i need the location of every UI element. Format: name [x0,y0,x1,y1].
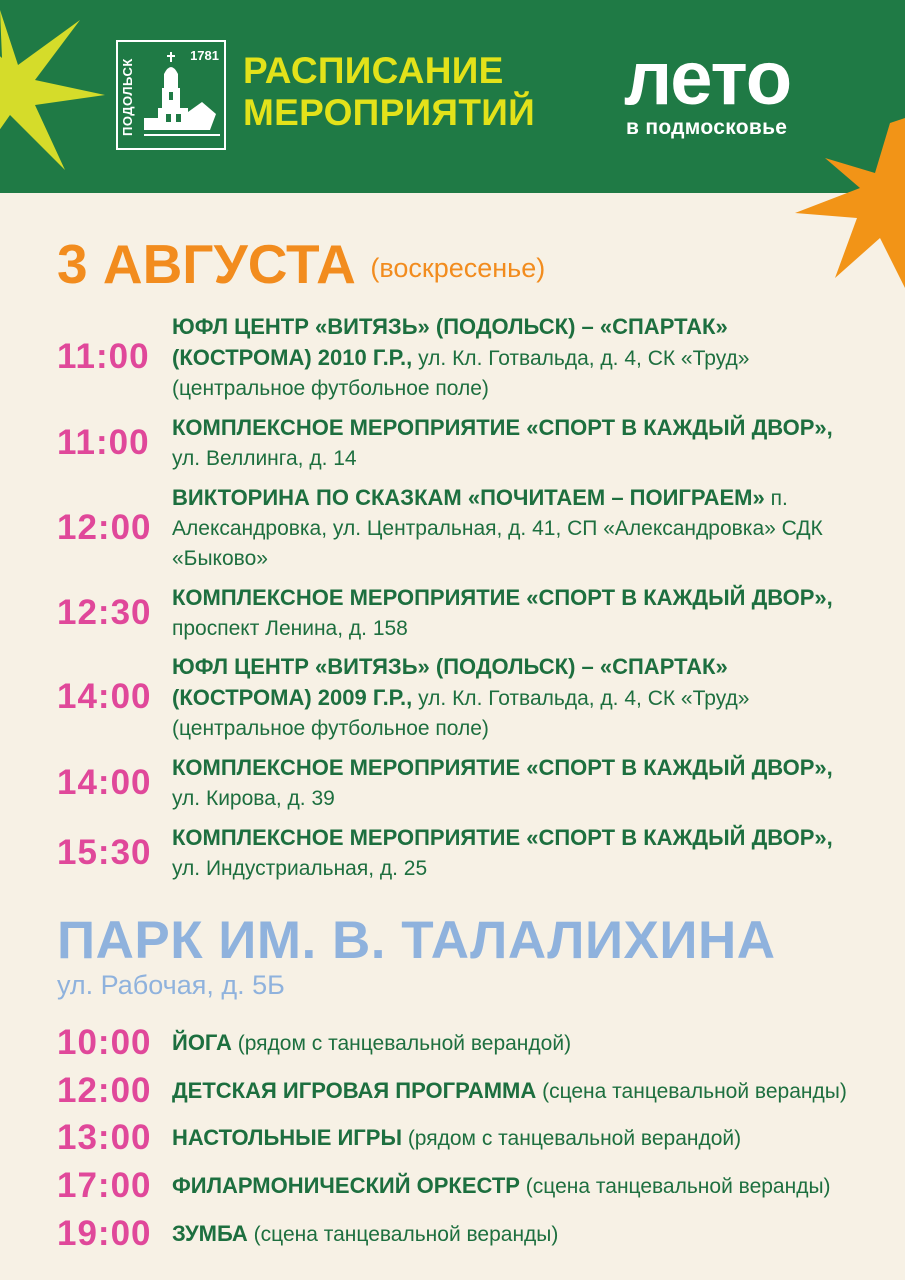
event-title: КОМПЛЕКСНОЕ МЕРОПРИЯТИЕ «СПОРТ В КАЖДЫЙ ДВОР», [172,415,833,440]
logo-city-name: ПОДОЛЬСК [120,58,135,136]
brand-logo-main: лето [624,36,792,121]
event-title: ФИЛАРМОНИЧЕСКИЙ ОРКЕСТР [172,1173,520,1198]
event-place: п. Александровка, ул. Центральная, д. 41, СП «Александровка» СДК «Быково» [172,487,823,570]
event-description [172,583,852,644]
event-place: (сцена танцевальной веранды) [247,1223,559,1246]
weekday-label: (воскресенье) [370,253,546,283]
event-description [172,1118,905,1159]
event-title: ВИКТОРИНА ПО СКАЗКАМ «ПОЧИТАЕМ – ПОИГРАЕМ» [172,485,765,510]
event-place: (рядом с танцевальной верандой) [231,1032,572,1055]
date-title: 3 АВГУСТА [57,233,356,295]
event-place: проспект Ленина, д. 158 [172,617,408,640]
header-banner [0,0,905,193]
event-description [172,1023,905,1064]
event-time: 19:00 [57,1214,152,1253]
event-title: ЙОГА [172,1030,232,1055]
event-description [172,1071,905,1112]
park-title: ПАРК ИМ. В. ТАЛАЛИХИНА [57,911,776,970]
event-description [172,652,852,744]
orange-star-decoration [795,118,905,288]
event-time: 11:00 [57,337,150,376]
event-title: ЗУМБА [172,1221,248,1246]
date-heading [57,232,545,296]
church-icon [140,52,224,144]
event-place: ул. Кирова, д. 39 [172,787,335,810]
event-time: 14:00 [57,677,152,716]
logo-year: 1781 [190,48,219,63]
event-time: 11:00 [57,423,150,462]
event-time: 17:00 [57,1166,152,1205]
event-description [172,312,852,404]
event-description [172,753,852,814]
event-description [172,823,852,884]
event-description [172,1166,905,1207]
event-title: КОМПЛЕКСНОЕ МЕРОПРИЯТИЕ «СПОРТ В КАЖДЫЙ ДВОР», [172,755,833,780]
event-title: ДЕТСКАЯ ИГРОВАЯ ПРОГРАММА [172,1078,537,1103]
lime-star-decoration [0,0,110,190]
event-title: КОМПЛЕКСНОЕ МЕРОПРИЯТИЕ «СПОРТ В КАЖДЫЙ ДВОР», [172,825,833,850]
event-place: ул. Кл. Готвальда, д. 4, СК «Труд» (центральное футбольное поле) [172,687,750,740]
event-place: ул. Индустриальная, д. 25 [172,857,428,880]
event-time: 10:00 [57,1023,152,1062]
event-time: 12:00 [57,1071,152,1110]
event-time: 12:30 [57,593,152,632]
park-address: ул. Рабочая, д. 5Б [57,970,285,1000]
event-title: ЮФЛ ЦЕНТР «ВИТЯЗЬ» (ПОДОЛЬСК) – «СПАРТАК» (КОСТРОМА) 2010 Г.Р., [172,314,728,370]
event-place: (сцена танцевальной веранды) [519,1175,831,1198]
event-title: НАСТОЛЬНЫЕ ИГРЫ [172,1125,402,1150]
schedule-title-line1: РАСПИСАНИЕ [243,50,504,91]
event-place: ул. Кл. Готвальда, д. 4, СК «Труд» (центральное футбольное поле) [172,347,750,400]
event-title: КОМПЛЕКСНОЕ МЕРОПРИЯТИЕ «СПОРТ В КАЖДЫЙ ДВОР», [172,585,833,610]
event-time: 14:00 [57,763,152,802]
event-time: 13:00 [57,1118,152,1157]
podolsk-logo [116,40,226,150]
schedule-title-line2: МЕРОПРИЯТИЙ [243,92,536,133]
event-time: 12:00 [57,508,152,547]
brand-logo-sub: в подмосковье [626,116,788,139]
event-description [172,413,852,474]
schedule-title [243,50,535,134]
event-description [172,483,852,574]
event-description [172,1214,905,1255]
event-title: ЮФЛ ЦЕНТР «ВИТЯЗЬ» (ПОДОЛЬСК) – «СПАРТАК» (КОСТРОМА) 2009 Г.Р., [172,654,728,710]
event-time: 15:30 [57,833,152,872]
event-place: ул. Веллинга, д. 14 [172,447,357,470]
event-place: (сцена танцевальной веранды) [536,1080,847,1103]
event-place: (рядом с танцевальной верандой) [401,1127,742,1150]
